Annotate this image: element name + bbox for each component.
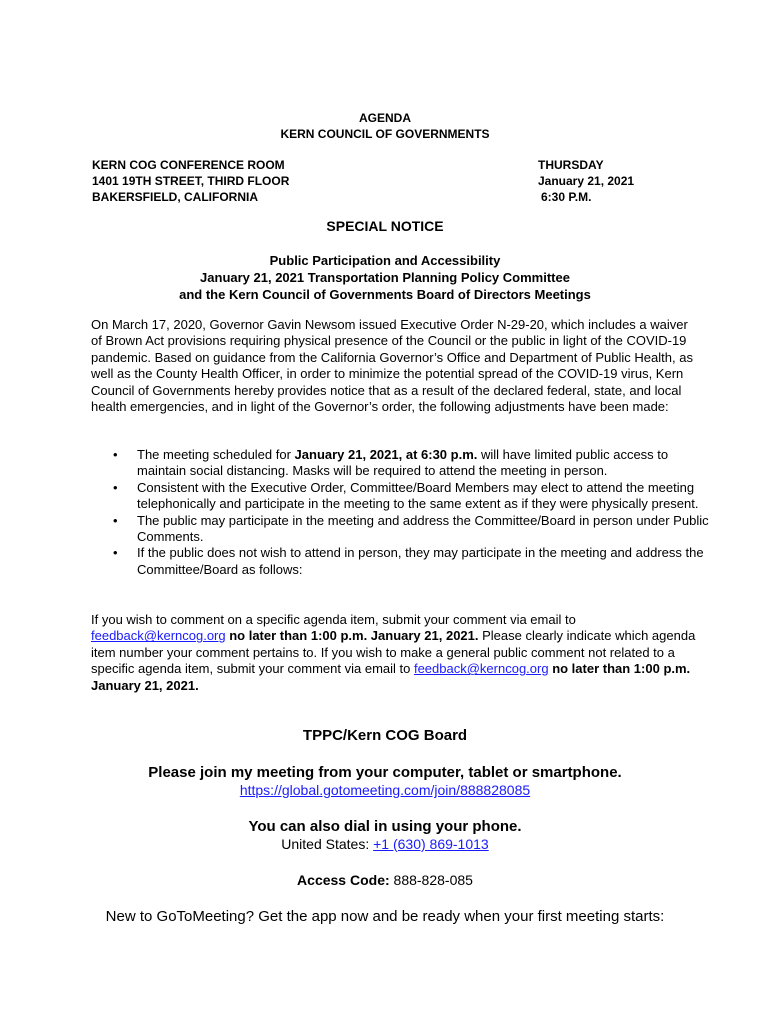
adjustments-list — [91, 447, 711, 578]
intro-paragraph: On March 17, 2020, Governor Gavin Newsom issued Executive Order N-29-20, which includes a waiver of Brown Act provisions requiring physical presence of the Council or the public in light of the COVID-19 pandemic. Based on guidance from the California Governor’s Office and Department of Public Health, as well as the County Health Officer, in order to minimize the potential spread of the COVID-19 virus, Kern Council of Governments hereby provides notice that as a result of the declared federal, state, and local health emergencies, and in light of the Governor’s order, the following adjustments have been made: — [91, 317, 693, 415]
bullet-icon: • — [113, 479, 118, 495]
meeting-title: TPPC/Kern COG Board — [302, 727, 468, 744]
feedback-email-link[interactable]: feedback@kerncog.org — [91, 628, 226, 644]
special-notice-heading: SPECIAL NOTICE — [326, 218, 444, 234]
dial-heading: You can also dial in using your phone. — [248, 818, 522, 835]
access-code-line — [0, 872, 770, 888]
location-room: KERN COG CONFERENCE ROOM — [92, 158, 285, 172]
meeting-schedule — [538, 157, 634, 205]
comment-paragraph — [91, 612, 701, 694]
organization-title: KERN COUNCIL OF GOVERNMENTS — [280, 127, 490, 141]
join-heading: Please join my meeting from your computer, tablet or smartphone. — [148, 764, 622, 781]
location-city: BAKERSFIELD, CALIFORNIA — [92, 190, 258, 204]
bullet-1-bold: January 21, 2021, at 6:30 p.m. — [294, 447, 478, 462]
phone-link[interactable]: +1 (630) 869-1013 — [373, 836, 489, 852]
schedule-time: 6:30 P.M. — [541, 190, 592, 204]
participation-line-1: Public Participation and Accessibility — [269, 253, 501, 268]
comment-deadline-1: no later than 1:00 p.m. January 21, 2021. — [225, 628, 479, 644]
schedule-date: January 21, 2021 — [538, 174, 635, 188]
agenda-title: AGENDA — [358, 111, 411, 125]
schedule-day: THURSDAY — [538, 158, 604, 172]
participation-heading — [0, 252, 770, 303]
comment-deadline-2: no later than 1:00 p.m. January 21, 2021. — [91, 661, 691, 693]
bullet-1-rest: will have limited public access to maintain social distancing. Masks will be required to attend the meeting in person. — [137, 447, 669, 479]
list-item — [91, 447, 711, 480]
bullet-4-text: If the public does not wish to attend in person, they may participate in the meeting and address the Committee/Board as follows: — [137, 545, 704, 577]
comment-text-2: Please clearly indicate which agenda item number your comment pertains to. If you wish to make a general public comment not related to a specific agenda item, submit your comment via email to — [91, 628, 696, 677]
join-url-link[interactable]: https://global.gotomeeting.com/join/888828085 — [239, 782, 531, 798]
bullet-1-text: The meeting scheduled for — [137, 447, 295, 462]
access-code: 888-828-085 — [389, 872, 473, 888]
participation-line-3: and the Kern Council of Governments Board of Directors Meetings — [179, 287, 591, 302]
bullet-icon: • — [113, 545, 118, 561]
participation-line-2: January 21, 2021 Transportation Planning Policy Committee — [200, 270, 570, 285]
bullet-3-text: The public may participate in the meeting and address the Committee/Board in person under Public Comments. — [137, 512, 709, 545]
list-item — [91, 513, 711, 546]
location-street: 1401 19TH STREET, THIRD FLOOR — [92, 174, 290, 188]
list-item — [91, 545, 711, 578]
feedback-email-link-2[interactable]: feedback@kerncog.org — [413, 661, 549, 677]
bullet-icon: • — [113, 447, 118, 462]
dial-line — [0, 836, 770, 852]
dial-label: United States: — [281, 836, 374, 852]
list-item — [91, 480, 711, 513]
comment-text-1: If you wish to comment on a specific agenda item, submit your comment via email to — [91, 612, 576, 627]
bullet-icon: • — [113, 512, 118, 528]
access-label: Access Code: — [297, 872, 390, 888]
app-text: New to GoToMeeting? Get the app now and be ready when your first meeting starts: — [105, 908, 665, 925]
meeting-location — [92, 157, 289, 205]
bullet-2-text: Consistent with the Executive Order, Committee/Board Members may elect to attend the meeting telephonically and participate in the meeting to the same extent as if they were physically present. — [137, 479, 699, 512]
